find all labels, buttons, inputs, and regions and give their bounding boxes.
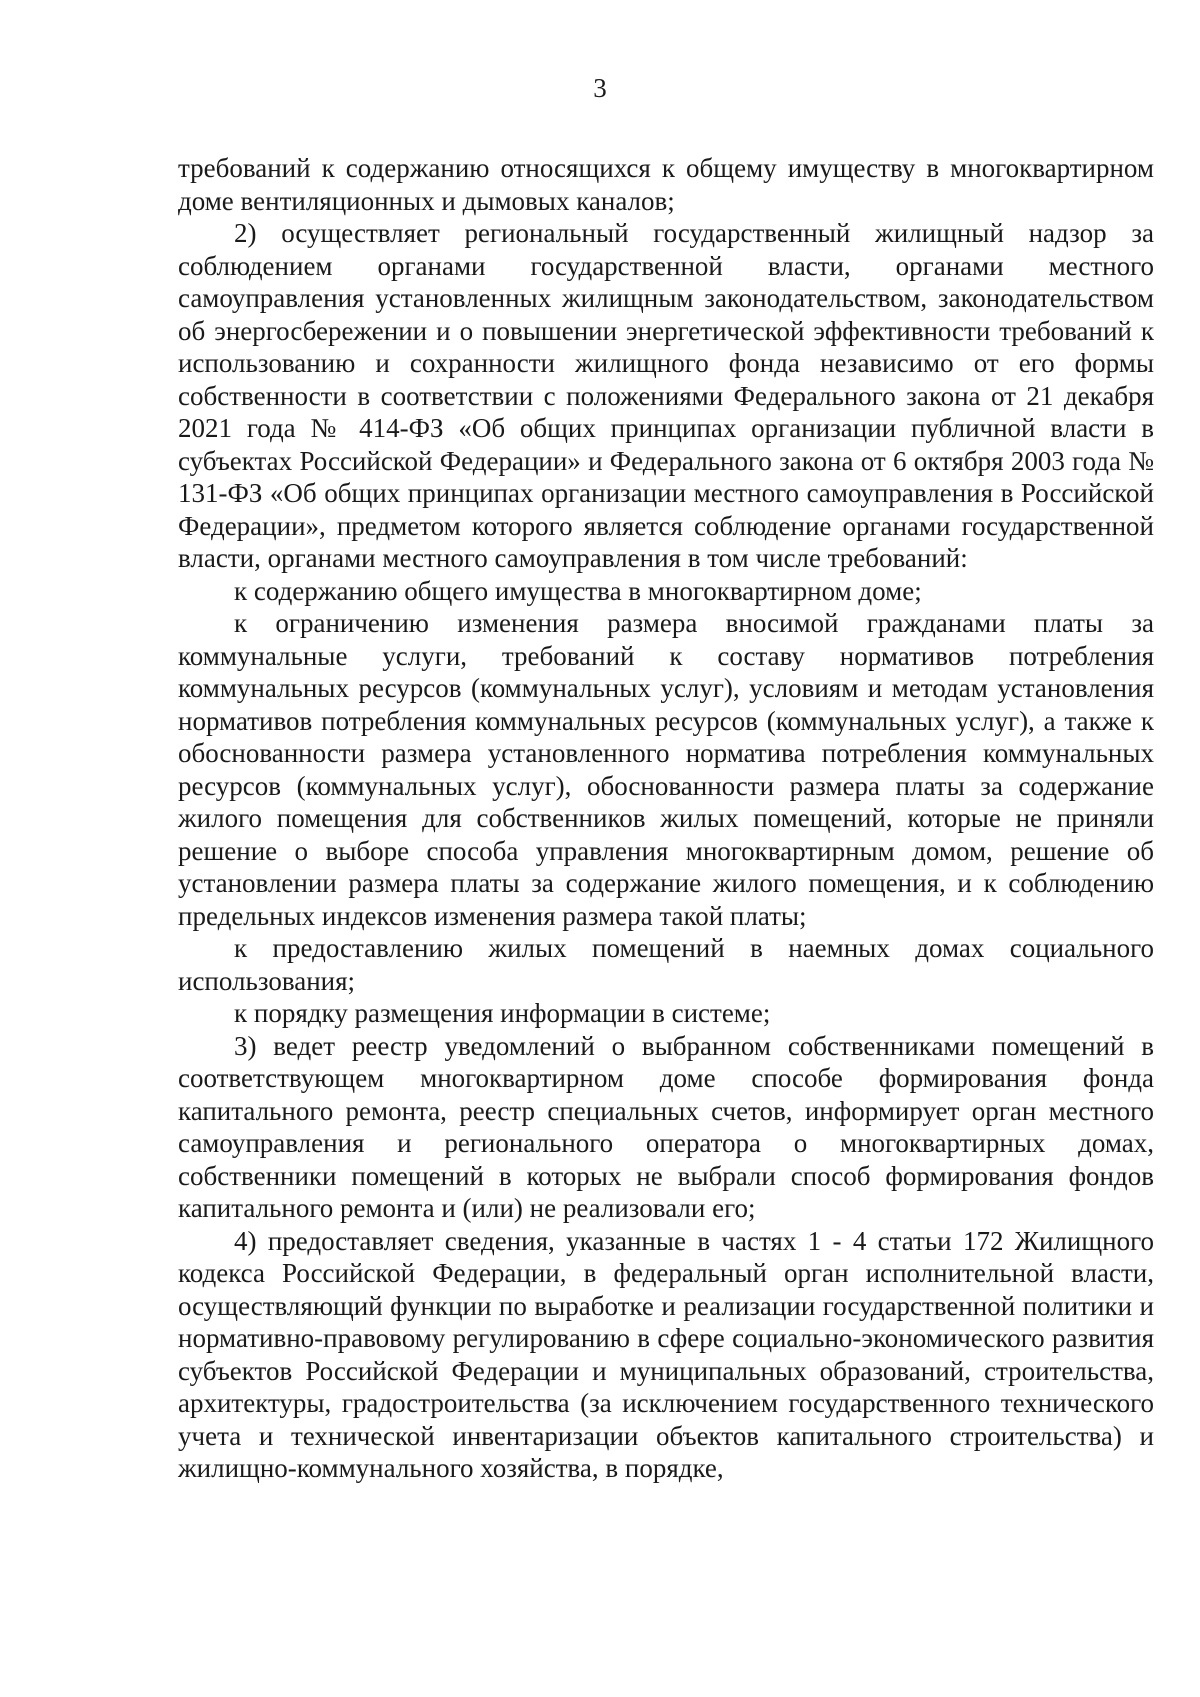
paragraph-subitem-common-property: к содержанию общего имущества в многоквартирном доме; [234,575,922,606]
paragraph-subitem-social-housing: к предоставлению жилых помещений в наемных домах социального использования; [178,933,1154,996]
document-body [178,152,1154,1485]
paragraph-item-3: 3) ведет реестр уведомлений о выбранном собственниками помещений в соответствующем многоквартирном доме способе формирования фонда капитального ремонта, реестр специальных счетов, информирует орган местного самоуправления и регионального оператора о многоквартирных домах, собственники помещений в которых не выбрали способ формирования фондов капитального ремонта и (или) не реализовали его; [178,1030,1154,1223]
paragraph-item-2: 2) осуществляет региональный государственный жилищный надзор за соблюдением органами государственной власти, органами местного самоуправления установленных жилищным законодательством, законодательством об энергосбережении и о повышении энергетической эффективности требований к использованию и сохранности жилищного фонда независимо от его формы собственности в соответствии с положениями Федерального закона от 21 декабря 2021 года № 414-ФЗ «Об общих принципах организации публичной власти в субъектах Российской Федерации» и Федерального закона от 6 октября 2003 года № 131-ФЗ «Об общих принципах организации местного самоуправления в Российской Федерации», предметом которого является соблюдение органами государственной власти, органами местного самоуправления в том числе требований: [178,218,1154,573]
paragraph-subitem-information: к порядку размещения информации в системе; [234,998,771,1028]
page-number: 3 [593,73,607,103]
paragraph-item-4: 4) предоставляет сведения, указанные в частях 1 - 4 статьи 172 Жилищного кодекса Российской Федерации, в федеральный орган исполнительной власти, осуществляющий функции по выработке и реализации государственной политики и нормативно-правовому регулированию в сфере социально-экономического развития субъектов Российской Федерации и муниципальных образований, строительства, архитектуры, градостроительства (за исключением государственного технического учета и технической инвентаризации объектов капитального строительства) и жилищно-коммунального хозяйства, в порядке, [178,1225,1154,1483]
paragraph-continuation: требований к содержанию относящихся к общему имуществу в многоквартирном доме вентиляционных и дымовых каналов; [178,153,1154,216]
paragraph-subitem-utility-fees: к ограничению изменения размера вносимой гражданами платы за коммунальные услуги, требований к составу нормативов потребления коммунальных ресурсов (коммунальных услуг), условиям и методам установления нормативов потребления коммунальных ресурсов (коммунальных услуг), а также к обоснованности размера установленного норматива потребления коммунальных ресурсов (коммунальных услуг), обоснованности размера платы за содержание жилого помещения для собственников жилых помещений, которые не приняли решение о выборе способа управления многоквартирным домом, решение об установлении размера платы за содержание жилого помещения, и к соблюдению предельных индексов изменения размера такой платы; [178,608,1154,931]
